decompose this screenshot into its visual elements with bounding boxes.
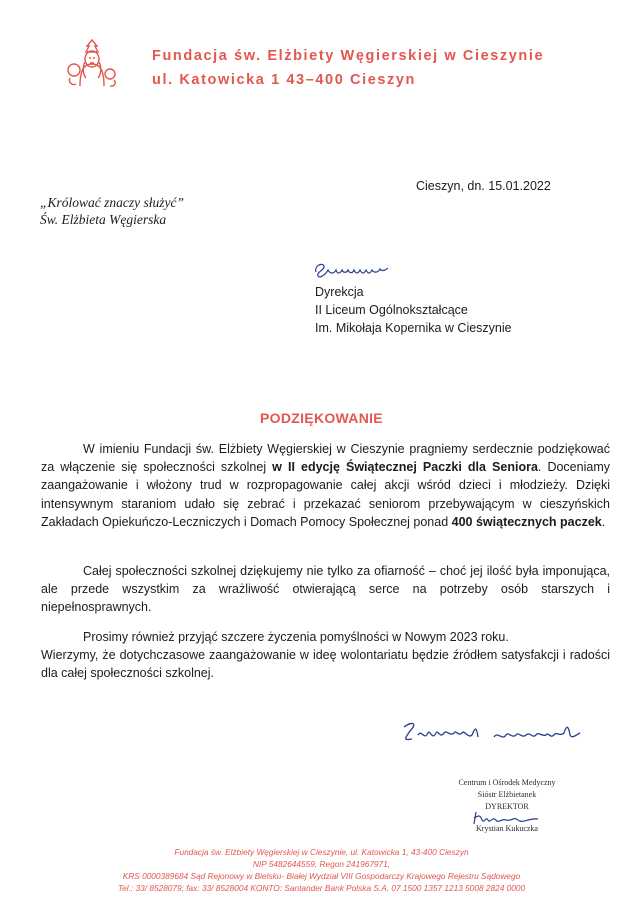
p3-text-a: Prosimy również przyjąć szczere życzenia pomyślności w Nowym 2023 roku. [83,630,509,644]
letterhead-organization: Fundacja św. Elżbiety Węgierskiej w Cieszynie [152,48,545,64]
motto-quote: „Królować znaczy służyć” [40,195,185,210]
saint-elizabeth-logo-icon [62,34,122,88]
stamp-line-4: Krystian Kukuczka [476,824,538,833]
p1-emphasis-edition: w II edycję Świątecznej Paczki dla Seniora [272,460,538,475]
p2-text: Całej społeczności szkolnej dziękujemy nie tylko za ofiarność – choć jej ilość była imponująca, ale przede wszystkim za wrażliwość otwierającą serce na potrzeby osób starszych i niepełnosprawnych. [41,564,610,615]
body-paragraph-2 [41,562,610,617]
p1-emphasis-count: 400 świątecznych paczek [451,514,602,529]
p1-text-a: W imieniu Fundacji św. Elżbiety Węgierskiej w Cieszynie pragniemy serdecznie podziękować za włączenie się społeczności szkolnej [41,442,610,475]
salutation-handwritten [312,256,392,280]
stamp-line-2: Sióstr Elżbietanek [477,790,537,799]
body-paragraph-1 [41,440,610,531]
stamp-line-3: DYREKTOR [485,802,529,811]
closing-handwritten-signature [398,715,588,755]
addressee-line-3: Im. Mikołaja Kopernika w Cieszynie [315,321,512,335]
letterhead-address: ul. Katowicka 1 43–400 Cieszyn [152,72,416,88]
footer-line-1: Fundacja św. Elżbiety Węgierskiej w Cieszynie, ul. Katowicka 1, 43-400 Cieszyn [174,847,469,857]
addressee-line-2: II Liceum Ogólnokształcące [315,303,468,317]
letter-date: Cieszyn, dn. 15.01.2022 [416,179,551,193]
footer-line-4: Tel.: 33/ 8528079; fax: 33/ 8528004 KONTO: Santander Bank Polska S.A. 07 1500 1357 1213 5008 2824 0000 [117,883,526,893]
addressee-line-1: Dyrekcja [315,285,364,299]
p1-text-c: . Doceniamy zaangażowanie i włożony trud w rozpropagowanie całej akcji wśród dzieci i młodzieży. Dzięki intensywnym staraniom udało się zebrać i przekazać seniorom przebywającym w cieszyńskich Zakładach Opiekuńczo-Leczniczych i Domach Pomocy Społecznej ponad [41,460,610,529]
p1-text-e: . [601,514,606,529]
p3-text-b: Wierzymy, że dotychczasowe zaangażowanie w ideę wolontariatu będzie źródłem satysfakcji i radości dla całej społeczności szkolnej. [41,648,610,681]
footer-line-2: NIP 5482644559, Regon 241967971, [252,859,391,869]
stamp-line-1: Centrum i Ośrodek Medyczny [458,778,556,787]
motto-author: Św. Elżbieta Węgierska [40,212,167,227]
body-paragraph-3 [41,628,610,683]
footer-line-3: KRS 0000389684 Sąd Rejonowy w Bielsku- Białej Wydział VIII Gospodarczy Krajowego Rejestru Sądowego [122,871,521,881]
letter-heading: PODZIĘKOWANIE [260,410,383,426]
